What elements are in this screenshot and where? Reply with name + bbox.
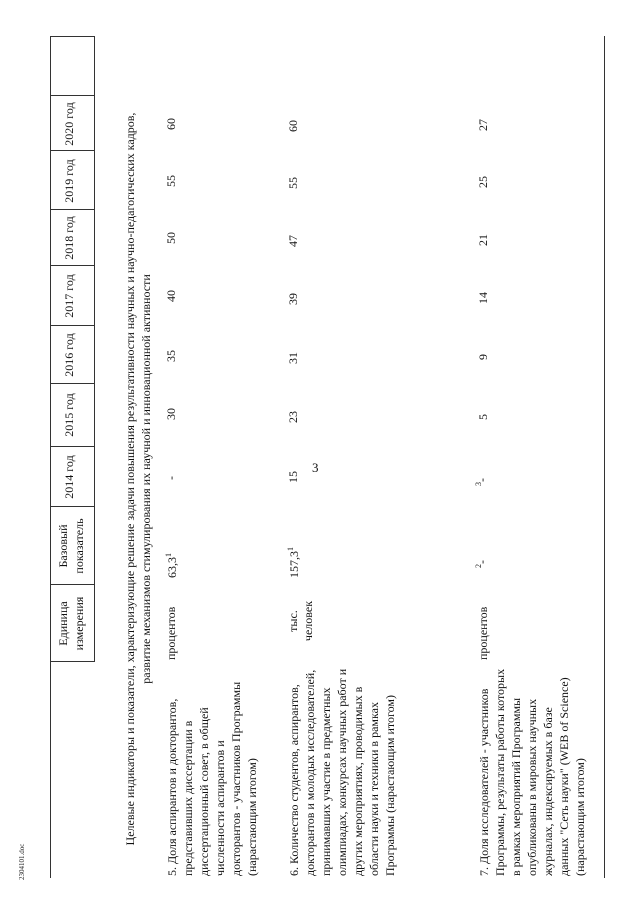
row-7-base: [474, 560, 490, 568]
header-year-2015: 2015 год: [62, 393, 76, 437]
header-year-2017: 2017 год: [62, 274, 76, 318]
rule-v-2: [50, 584, 94, 585]
rule-v-8: [50, 209, 94, 210]
rule-v-5: [50, 383, 94, 384]
row-7-base-footnote: 2: [474, 564, 483, 568]
row-6-value-2020: 60: [286, 120, 300, 132]
row-5-value-2018: 50: [164, 232, 178, 244]
row-7-value-2014: [474, 478, 490, 486]
header-year-2018: 2018 год: [62, 216, 76, 260]
rotated-table: [50, 36, 612, 878]
row-6-value-2018: 47: [286, 235, 300, 247]
row-5-base: [164, 553, 180, 578]
row-6-value-2014: 15: [286, 471, 300, 483]
row-7-2014-value: -: [475, 478, 489, 482]
rule-header-bottom: [94, 36, 95, 662]
row-5-value-2015: 30: [164, 408, 178, 420]
row-7-value-2015: 5: [476, 414, 490, 420]
rule-v-6: [50, 325, 94, 326]
rule-v-9: [50, 150, 94, 151]
row-7-value-2017: 14: [476, 292, 490, 304]
section-title: Целевые индикаторы и показатели, характеризующие решение задачи повышения результативности научных и научно-педагогических кадров, развитие механизмов стимулирования их научной и инновационной активности: [123, 112, 153, 846]
row-7-2014-footnote: 3: [474, 482, 483, 486]
rule-bottom: [604, 36, 605, 878]
header-unit: Единица измерения: [56, 596, 86, 651]
row-5-value-2020: 60: [164, 118, 178, 130]
row-5-indicator: 5. Доля аспирантов и докторантов, представивших диссертации в диссертационный совет, в общей численности аспирантов и докторантов - участников Программы (нарастающим итогом): [165, 681, 259, 876]
row-7-value-2018: 21: [476, 234, 490, 246]
row-7-value-2019: 25: [476, 176, 490, 188]
row-7-value-2016: 9: [476, 354, 490, 360]
rule-v-11: [50, 36, 94, 37]
row-6-base-value: 157,3: [287, 551, 301, 578]
row-6-value-2016: 31: [286, 352, 300, 364]
row-6-indicator: 6. Количество студентов, аспирантов, докторантов и молодых исследователей, принимавших участие в предметных олимпиадах, конкурсах научных работ и других мероприятиях, проводимых в области науки и техники в рамках Программы (нарастающим итогом): [287, 668, 397, 876]
row-6-value-2017: 39: [286, 293, 300, 305]
header-year-2014: 2014 год: [62, 455, 76, 499]
row-5-unit: процентов: [164, 606, 178, 660]
header-year-2016: 2016 год: [62, 333, 76, 377]
row-6-value-2015: 23: [286, 411, 300, 423]
row-5-value-2014: -: [164, 476, 178, 480]
row-5-base-footnote: 1: [164, 553, 173, 557]
row-7-base-value: -: [475, 560, 489, 564]
row-7-unit: процентов: [476, 606, 490, 660]
row-6-value-2019: 55: [286, 177, 300, 189]
row-5-value-2019: 55: [164, 175, 178, 187]
rule-v-7: [50, 265, 94, 266]
row-7-value-2020: 27: [476, 119, 490, 131]
rule-year-header-top: [50, 36, 51, 507]
header-base: Базовый показатель: [56, 518, 86, 574]
rule-v-10: [50, 95, 94, 96]
row-6-base: [286, 547, 302, 578]
row-7-indicator: 7. Доля исследователей - участников Программы, результаты работы которых в рамках мероприятий Программы опубликованы в мировых научных журналах, индексируемых в базе данных "Сеть науки" (WEB of Science) (нарастающим итогом): [477, 668, 587, 876]
header-year-2019: 2019 год: [62, 159, 76, 203]
row-5-value-2017: 40: [164, 290, 178, 302]
row-5-base-value: 63,3: [165, 557, 179, 578]
rule-v-4: [50, 446, 94, 447]
page-number: 3: [312, 460, 319, 475]
header-year-2020: 2020 год: [62, 102, 76, 146]
row-5-value-2016: 35: [164, 350, 178, 362]
document-code: 2304101.doc: [18, 843, 26, 880]
row-6-base-footnote: 1: [286, 547, 295, 551]
rule-v-1: [50, 661, 94, 662]
rule-v-3: [50, 506, 94, 507]
row-6-unit: тыс. человек: [286, 600, 315, 642]
